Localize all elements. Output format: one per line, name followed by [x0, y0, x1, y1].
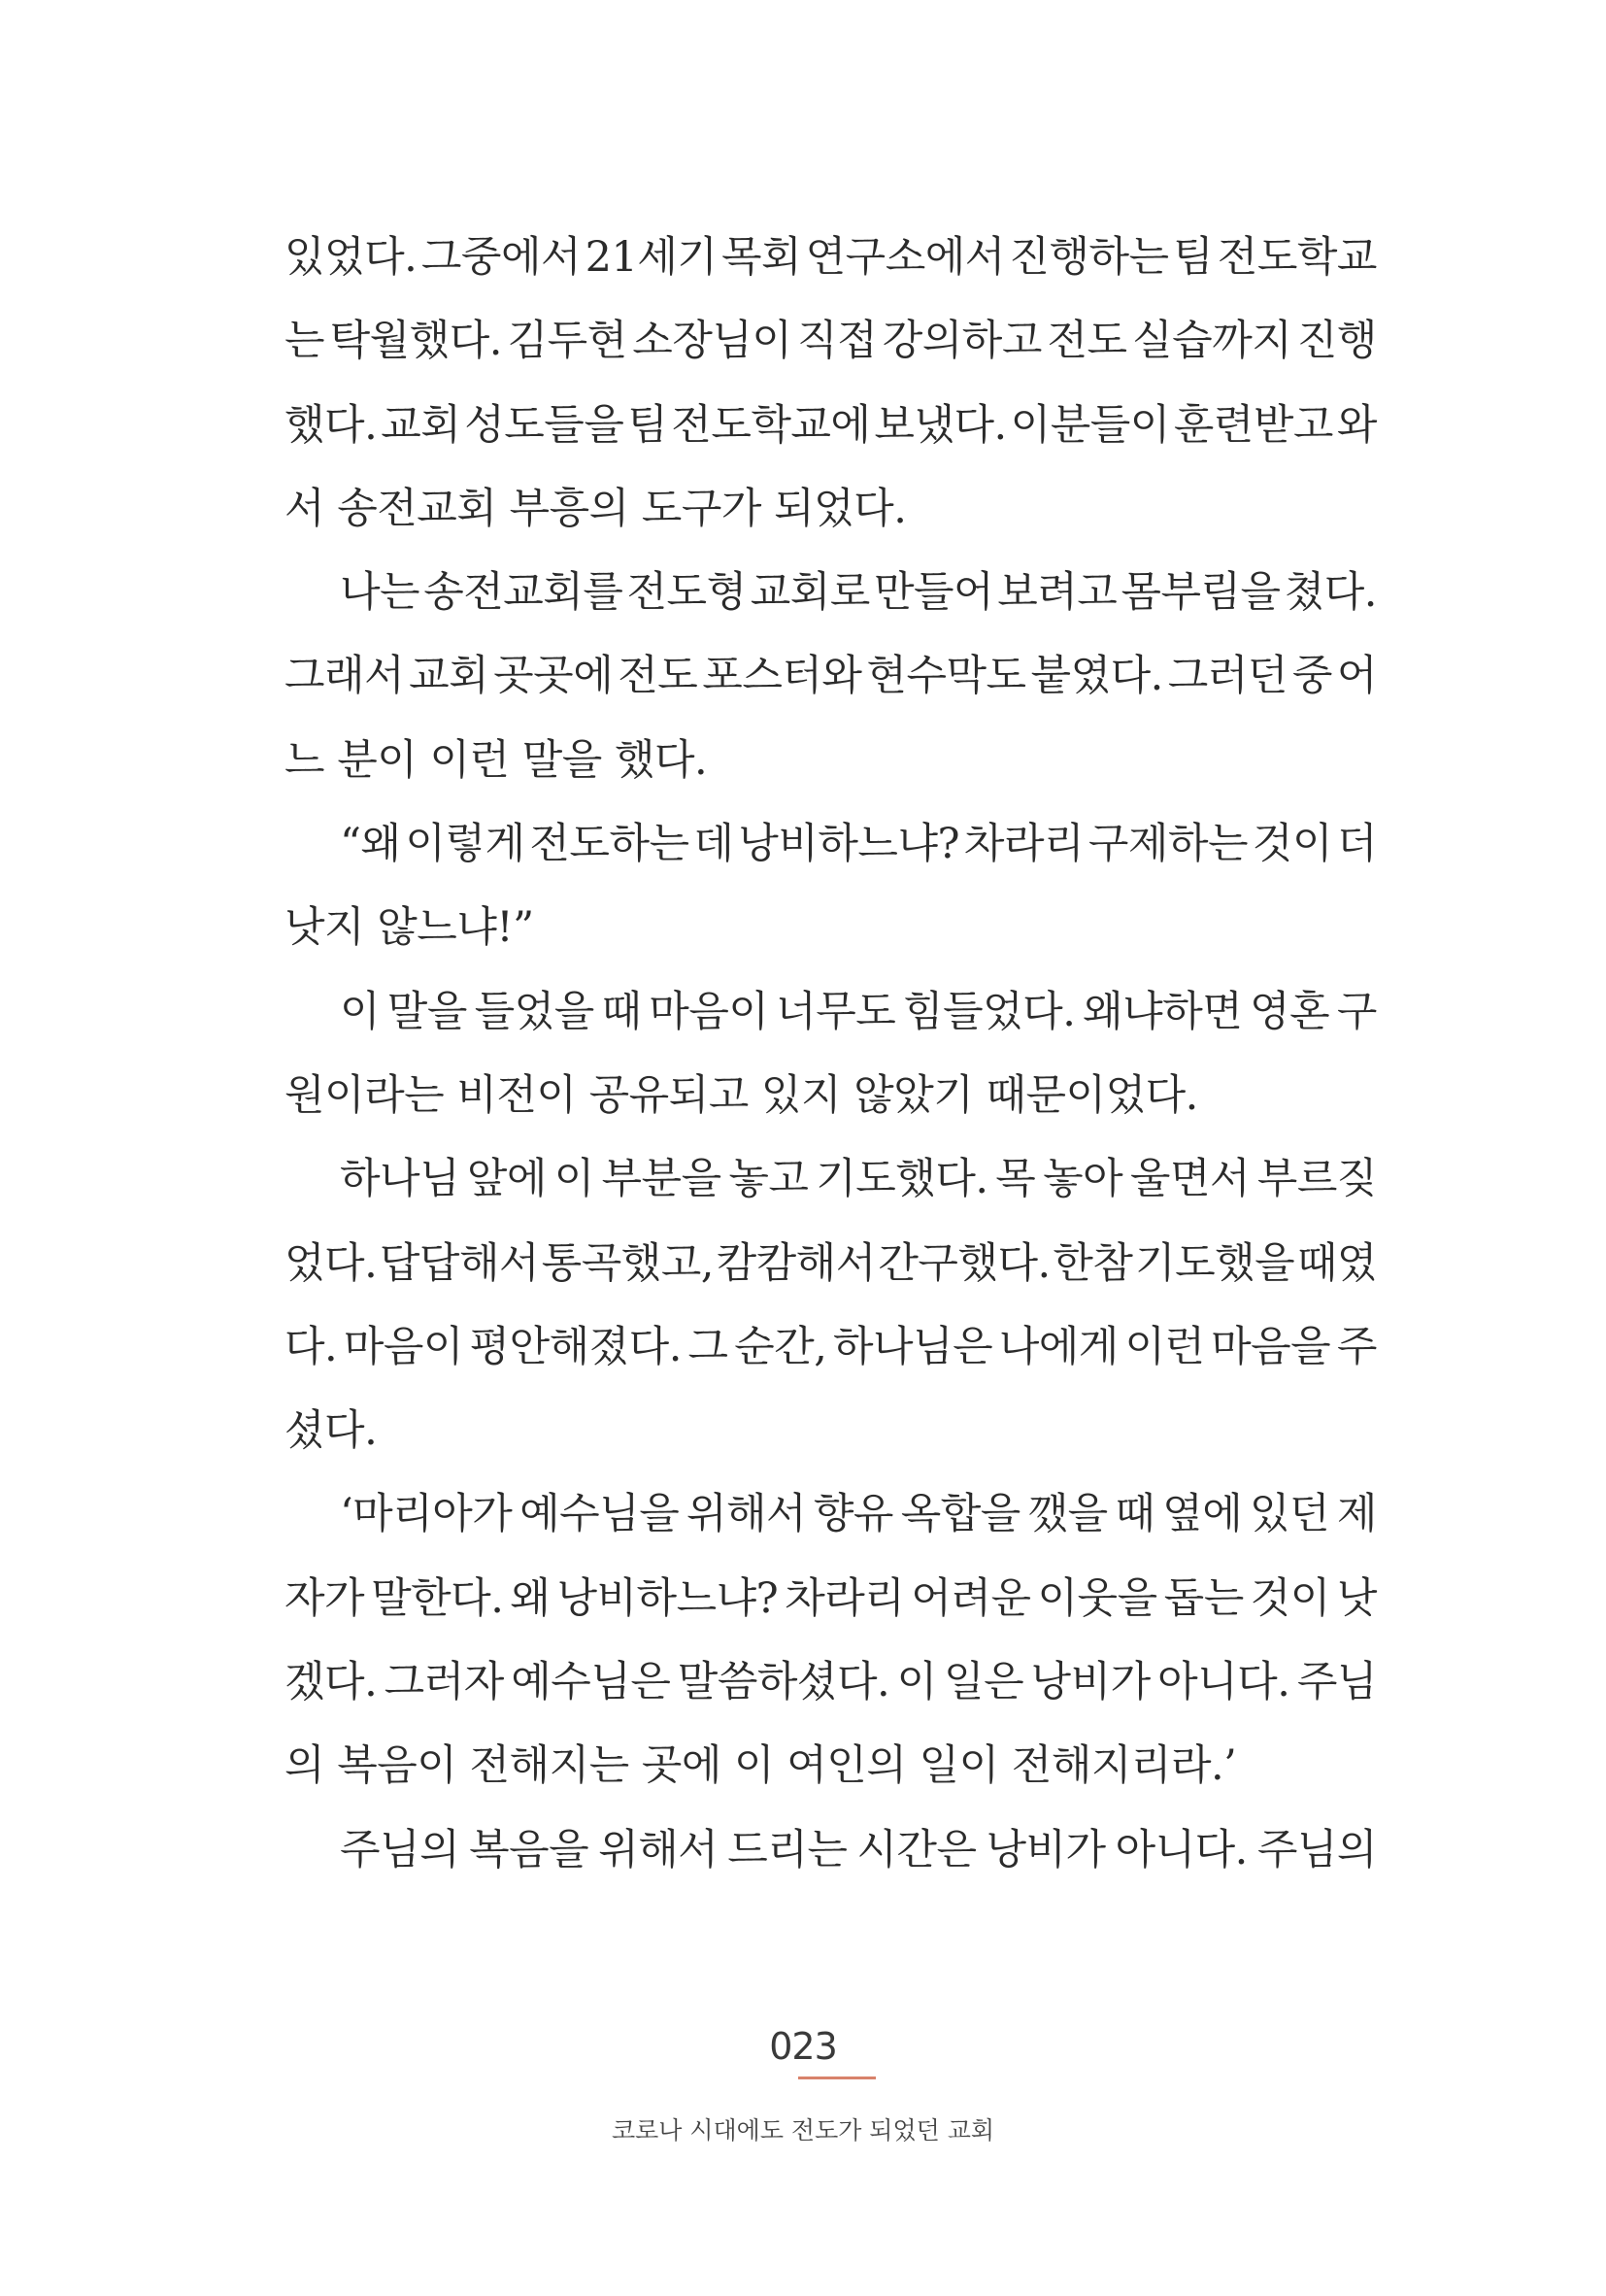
word: 낭비가 [986, 1825, 1106, 1874]
page-number: 023 [769, 2025, 837, 2068]
word: 낫 [1336, 1573, 1377, 1623]
text-line [284, 1137, 1377, 1221]
word: 주님의 [340, 1825, 460, 1874]
word: 향유 [813, 1490, 893, 1539]
word: 는 [284, 317, 325, 366]
word: 김두현 [507, 317, 627, 366]
word: 이런 [1124, 1322, 1205, 1371]
word: 만들어 [873, 568, 994, 618]
word: 놓고 [728, 1155, 809, 1204]
word: 자가 [284, 1573, 365, 1623]
body-text [284, 216, 1377, 1892]
word: 평안해졌다. [469, 1322, 682, 1371]
text-line: 느 분이 이런 말을 했다. [284, 735, 708, 785]
word: 강의하고 [882, 317, 1042, 366]
word: 몸부림을 [1121, 568, 1281, 618]
word: 것이 [1252, 820, 1332, 869]
word: 진행 [1296, 317, 1377, 366]
text-line [284, 634, 1377, 718]
page-number-underline [798, 2077, 876, 2079]
word: 21세기 [585, 233, 718, 282]
word: 일은 [944, 1658, 1024, 1707]
word: 놓아 [1043, 1155, 1123, 1204]
word: 답답해서 [379, 1238, 540, 1288]
text-line [284, 1305, 1377, 1389]
word: 그러자 [384, 1658, 504, 1707]
word: 차라리 [785, 1573, 905, 1623]
word: 이웃을 [1037, 1573, 1157, 1623]
word: 나에게 [998, 1322, 1119, 1371]
word: 진행하는 [1009, 233, 1169, 282]
word: 붙였다. [1030, 652, 1163, 701]
word: 힘들었다. [903, 987, 1076, 1036]
text-line [284, 970, 1377, 1054]
word: 때 [1115, 1490, 1155, 1539]
word: 겠다. [284, 1658, 378, 1707]
word: 왜 [510, 1573, 551, 1623]
word: 말한다. [371, 1573, 504, 1623]
word: 었다. [284, 1238, 378, 1288]
word: 기도했을 [1135, 1238, 1295, 1288]
word: 기도했다. [816, 1155, 988, 1204]
word: 캄캄해서 [716, 1238, 876, 1288]
word: 마음을 [1211, 1322, 1331, 1371]
word: 주님의 [1256, 1825, 1377, 1874]
word: 그래서 [284, 652, 405, 701]
word: 데 [693, 820, 734, 869]
word: 그 [687, 1322, 728, 1371]
word: 때였 [1296, 1238, 1377, 1288]
word: 보려고 [997, 568, 1118, 618]
text-line: 원이라는 비전이 공유되고 있지 않았기 때문이었다. [284, 1070, 1198, 1120]
word: 탁월했다. [329, 317, 502, 366]
text-line: 셨다. [284, 1406, 378, 1456]
word: 더 [1336, 820, 1377, 869]
word: 팀 [1173, 233, 1214, 282]
word: 이렇게 [405, 820, 525, 869]
word: 어려운 [911, 1573, 1031, 1623]
word: 위해서 [598, 1825, 719, 1874]
word: 들었을 [474, 987, 594, 1036]
word: 팀 [627, 400, 668, 450]
word: 차라리 [963, 820, 1085, 869]
word: 있던 [1250, 1490, 1330, 1539]
text-line: 의 복음이 전해지는 곳에 이 여인의 일이 전해지리라.’ [284, 1741, 1237, 1791]
word: 주 [1336, 1322, 1377, 1371]
word: 현수막도 [866, 652, 1026, 701]
word: 예수님을 [519, 1490, 680, 1539]
word: 구제하는 [1087, 820, 1249, 869]
word: 말씀하셨다. [677, 1658, 890, 1707]
word: 있었다. [284, 233, 418, 282]
text-line [284, 384, 1377, 467]
word: 와 [1336, 400, 1377, 450]
word: 영혼 [1250, 987, 1330, 1036]
word: 곳곳에 [493, 652, 614, 701]
word: 이 [340, 987, 381, 1036]
word: 시간은 [856, 1825, 977, 1874]
word: 전도학교 [1217, 233, 1377, 282]
word: 말을 [386, 987, 467, 1036]
word: 마음이 [649, 987, 769, 1036]
word: 복음을 [469, 1825, 589, 1874]
word: 돕는 [1163, 1573, 1244, 1623]
word: 울면서 [1129, 1155, 1251, 1204]
word: 깼을 [1027, 1490, 1108, 1539]
text-line [284, 1557, 1377, 1640]
word: 전도 [618, 652, 698, 701]
word: 이분들이 [1010, 400, 1170, 450]
word: 목회 [720, 233, 802, 282]
running-footer-title: 코로나 시대에도 전도가 되었던 교회 [611, 2116, 995, 2144]
word: 옥합을 [900, 1490, 1020, 1539]
word: 간구했다. [878, 1238, 1051, 1288]
word: 그러던 [1167, 652, 1288, 701]
text-line [284, 299, 1377, 383]
word: 전도학교에 [671, 400, 871, 450]
word: 순간, [734, 1322, 827, 1371]
word: 연구소에서 [805, 233, 1005, 282]
word: “왜 [340, 820, 401, 869]
word: 어 [1336, 652, 1377, 701]
word: 구 [1336, 987, 1377, 1036]
word: 제 [1336, 1490, 1377, 1539]
word: 교회 [381, 400, 461, 450]
word: 낭비하느냐? [738, 820, 960, 869]
word: 포스터와 [702, 652, 862, 701]
word: 교회 [409, 652, 489, 701]
word: 했다. [284, 400, 378, 450]
word: 목 [995, 1155, 1036, 1204]
text-line [284, 216, 1377, 299]
word: 아니다. [1157, 1658, 1290, 1707]
word: 옆에 [1162, 1490, 1243, 1539]
word: 직접 [797, 317, 878, 366]
word: 앞에 [466, 1155, 547, 1204]
word: 실습까지 [1132, 317, 1292, 366]
word: 전도형 [626, 568, 747, 618]
word: 아니다. [1115, 1825, 1248, 1874]
word: 왜냐하면 [1083, 987, 1243, 1036]
text-line [284, 1640, 1377, 1724]
text-line [284, 1808, 1377, 1892]
word: 너무도 [776, 987, 896, 1036]
word: 마음이 [343, 1322, 463, 1371]
word: 주님 [1296, 1658, 1377, 1707]
word: 전도하는 [529, 820, 689, 869]
word: 낭비하느냐? [556, 1573, 779, 1623]
word: 나는 [340, 568, 420, 618]
word: 교회로 [750, 568, 870, 618]
word: 때 [601, 987, 642, 1036]
word: 부르짖 [1256, 1155, 1377, 1204]
word: 다. [284, 1322, 338, 1371]
text-line: 낫지 않느냐!” [284, 903, 534, 953]
word: 한참 [1053, 1238, 1133, 1288]
word: 이 [553, 1155, 594, 1204]
word: 하나님 [340, 1155, 460, 1204]
word: 위해서 [686, 1490, 807, 1539]
word: 예수님은 [511, 1658, 671, 1707]
word: 송전교회를 [423, 568, 623, 618]
word: 것이 [1250, 1573, 1330, 1623]
word: 성도들을 [464, 400, 624, 450]
word: 훈련받고 [1173, 400, 1333, 450]
word: 소장님이 [632, 317, 792, 366]
word: 이 [896, 1658, 937, 1707]
word: 통곡했고, [541, 1238, 714, 1288]
word: 쳤다. [1284, 568, 1377, 618]
text-line [284, 551, 1377, 634]
word: ‘마리아가 [340, 1490, 513, 1539]
word: 낭비가 [1030, 1658, 1151, 1707]
text-line [284, 802, 1377, 886]
text-line [284, 1222, 1377, 1305]
word: 전도 [1047, 317, 1127, 366]
word: 그중에서 [420, 233, 582, 282]
text-line [284, 1472, 1377, 1556]
word: 보냈다. [874, 400, 1007, 450]
text-line: 서 송전교회 부흥의 도구가 되었다. [284, 484, 907, 533]
word: 하나님은 [832, 1322, 993, 1371]
word: 부분을 [601, 1155, 721, 1204]
word: 중 [1291, 652, 1332, 701]
word: 드리는 [727, 1825, 848, 1874]
